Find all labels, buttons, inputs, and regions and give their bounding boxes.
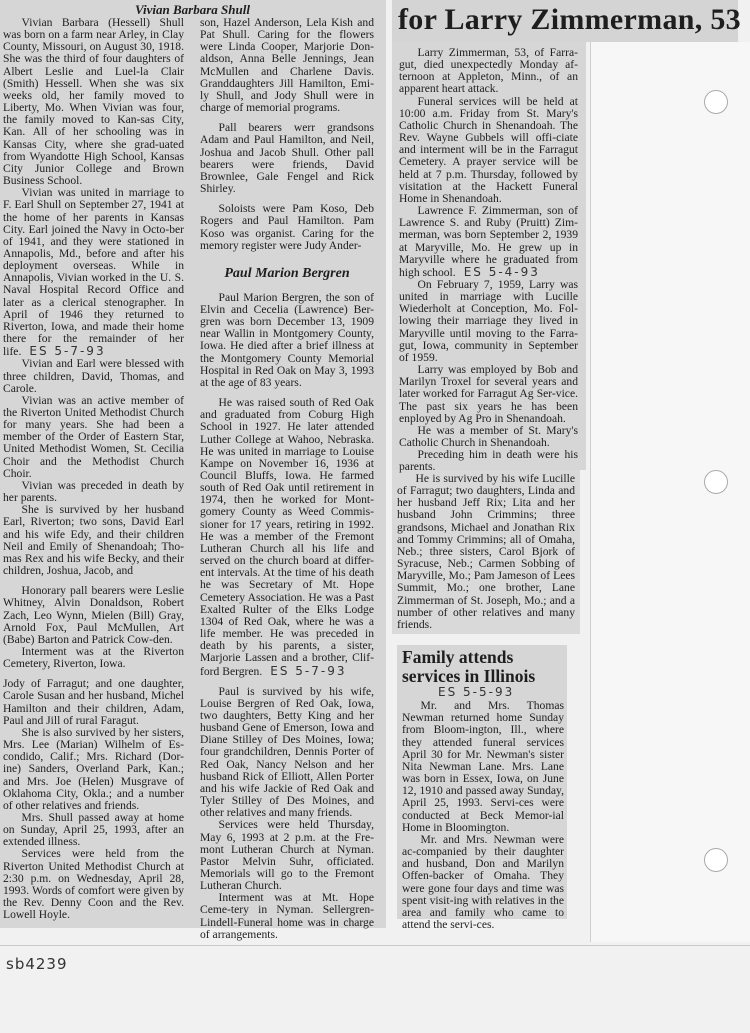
zimmerman-column-2 bbox=[397, 473, 575, 631]
paragraph-text: He was a member of St. Mary's Catholic Church in Shenandoah. bbox=[399, 423, 578, 449]
handwritten-date-note: ES 5-7-93 bbox=[29, 344, 106, 359]
shull-column-2 bbox=[200, 17, 374, 941]
paragraph-text: He is survived by his wife Lucille of Farragut; two daughters, Linda and her husband Jeff Rix; Lita and her husband John Crimmins; three grandsons, Michael and Jonathan Rix and Tommy Crimmins; all of Omaha, Neb.; three sisters, Carol Bjork of Syracuse, Neb.; Carmen Sobbing of Maryville, Mo.; Pam Jameson of Lees Summit, Mo.; one brother, Lane Zimmerman of St. Joseph, Mo.; and a number of other relatives and many friends. bbox=[397, 472, 575, 631]
paragraph bbox=[200, 122, 374, 195]
paragraph bbox=[3, 646, 184, 670]
zimmerman-column-1 bbox=[399, 47, 578, 473]
paragraph bbox=[399, 425, 578, 449]
paragraph bbox=[397, 473, 575, 631]
archive-tag: sb4239 bbox=[6, 955, 68, 973]
paragraph bbox=[200, 686, 374, 820]
paragraph bbox=[402, 700, 564, 834]
paragraph-text: Mrs. Shull passed away at home on Sunday, April 25, 1993, after an extended illness. bbox=[3, 811, 184, 849]
paragraph-text: Larry was employed by Bob and Marilyn Troxel for several years and later worked for Farragut Ag Ser-vice. The past six years he has been enployed by Ag Pro in Shenandoah. bbox=[399, 363, 578, 425]
paragraph-text: Interment was at Mt. Hope Ceme-tery in Nyman. Sellergren-Lindell-Funeral home was in charge of arrangements. bbox=[200, 891, 374, 941]
article-body bbox=[3, 17, 184, 921]
paragraph bbox=[3, 848, 184, 921]
paragraph-text: Honorary pall bearers were Leslie Whitney, Alvin Donaldson, Robert Zach, Leo Wynn, Mielen (Bill) Gray, Arnold Fox, Paul McMullen, Art (Babe) Barton and Patrick Cow-den. bbox=[3, 584, 184, 646]
paragraph-text: He was raised south of Red Oak and graduated from Coburg High School in 1927. He later attended Luther College at Wahoo, Nebraska. He was united in marriage to Louise Kampe on November 16, 1936 at Council Bluffs, Iowa. He farmed south of Red Oak until retirement in 1974, then he worked for Mont-gomery County as Weed Commis-sioner for 17 years, retiring in 1992. He was a member of the Fremont Lutheran Church all his life and served on the church board at differ-ent intervals. At the time of his death he was Secretary of Mt. Hope Cemetery Association. He was a Past Exalted Rulter of the Elks Lodge 1304 of Red Oak, where he was a life member. He was preceded in death by his parents, a sister, Marjorie Lassen and a brother, Clif-ford Bergren. bbox=[200, 396, 374, 678]
newman-column bbox=[402, 646, 564, 931]
paragraph-text: son, Hazel Anderson, Lela Kish and Pat Shull. Caring for the flowers were Linda Cooper, Marjorie Don-aldson, Anna Belle Jennings, Jean McMullen and Charlene Davis. Granddaughters Jill Hamilton, Emi-ly Shull, and Jody Shull were in charge of memorial programs. bbox=[200, 16, 374, 115]
paragraph bbox=[200, 292, 374, 389]
paragraph bbox=[3, 395, 184, 480]
article-body bbox=[399, 47, 578, 473]
paragraph-text: Jody of Farragut; and one daughter, Carole Susan and her husband, Michel Hamilton and their children, Adam, Paul and Jill of rural Faragut. bbox=[3, 677, 184, 727]
hole-punch bbox=[704, 470, 728, 494]
paragraph bbox=[399, 364, 578, 425]
paragraph bbox=[3, 187, 184, 358]
paragraph bbox=[3, 504, 184, 577]
paragraph-text: Funeral services will be held at 10:00 a.m. Friday from St. Mary's Catholic Church in Shenandoah. The Rev. Wayne Gubbels will offi-ciate and interment will be in the Farragut Cemetery. A prayer service will be held at 7 p.m. Thursday, followed by visitation at the Hackett Funeral Home in Shenandoah. bbox=[399, 94, 578, 205]
paragraph bbox=[3, 17, 184, 187]
paragraph-text: Lawrence F. Zimmerman, son of Lawrence S. and Ruby (Pruitt) Zim-merman, was born September 2, 1939 at Maryville, Mo. He grew up in Maryville where he graduated from high school. bbox=[399, 204, 578, 279]
paragraph-text: She is survived by her husband Earl, Riverton; two sons, David Earl and his wife Edy, and their children Neil and Emily of Shenandoah; Tho-mas Rex and his wife Becky, and their children, Joshua, Jacob, and bbox=[3, 503, 184, 578]
paragraph bbox=[3, 358, 184, 394]
paragraph bbox=[399, 279, 578, 364]
paragraph-text: Interment was at the Riverton Cemetery, Riverton, Iowa. bbox=[3, 644, 184, 671]
paragraph-text: Mr. and Mrs. Newman were ac-companied by their daughter and husband, Don and Marilyn Offen-backer of Omaha. They were gone four days and time was spent visit-ing with relatives in the area and family who came to attend the servi-ces. bbox=[402, 832, 564, 931]
blank-page-area bbox=[590, 42, 750, 942]
paragraph bbox=[3, 585, 184, 646]
page-edge bbox=[0, 945, 750, 946]
article-body bbox=[402, 700, 564, 931]
handwritten-date-note: ES 5-5-93 bbox=[438, 685, 515, 699]
paragraph-text: She is also survived by her sisters, Mrs. Lee (Marian) Wilhelm of Es-condido, Calif.; Mrs. Richard (Dor-ine) Sanders, Overland Park, Kan.; and Mrs. Joe (Helen) Musgrave of Oklahoma City, Okla.; and a number of other relatives and friends. bbox=[3, 725, 184, 812]
paragraph bbox=[399, 96, 578, 205]
zimmerman-headline: for Larry Zimmerman, 53 bbox=[398, 3, 741, 36]
paragraph-text: Preceding him in death were his parents. bbox=[399, 448, 578, 474]
paragraph bbox=[399, 449, 578, 473]
paragraph bbox=[200, 397, 374, 678]
article-body bbox=[200, 292, 374, 941]
paragraph bbox=[200, 892, 374, 941]
paragraph bbox=[402, 834, 564, 931]
paragraph bbox=[399, 47, 578, 96]
paragraph-text: Vivian was united in marriage to F. Earl Shull on September 27, 1941 at the home of her parents in Kansas City. Earl joined the Navy in Octo-ber of 1941, and they were stationed in Annapolis, Md., before and after his deployment overseas. While in Annapolis, Vivian worked in the U. S. Naval Hospital Record Office and later as a clerical stenographer. In April of 1946 they returned to Riverton, Iowa, and made their home there for the remainder of her life. bbox=[3, 186, 184, 359]
handwritten-date-note: ES 5-4-93 bbox=[463, 264, 540, 279]
paragraph bbox=[3, 727, 184, 812]
hole-punch bbox=[704, 848, 728, 872]
paragraph-text: Paul Marion Bergren, the son of Elvin and Cecelia (Lawrence) Ber-gren was born December 13, 1909 near Wallin in Montgomery County, Iowa. He died after a brief illness at the Montgomery County Memorial Hospital in Red Oak on May 3, 1993 at the age of 83 years. bbox=[200, 290, 374, 389]
paragraph-text: Vivian was an active member of the Riverton United Methodist Church for many years. She had been a member of the Order of Eastern Star, United Methodist Women, St. Cecilia Choir and the Methodist Church Choir. bbox=[3, 393, 184, 480]
paragraph bbox=[200, 17, 374, 114]
paragraph bbox=[3, 812, 184, 848]
article-body bbox=[200, 17, 374, 252]
paragraph bbox=[399, 205, 578, 279]
paragraph-text: Vivian Barbara (Hessell) Shull was born on a farm near Arley, in Clay County, Missouri, on August 30, 1918. She was the third of four daughters of Albert Leslie and Luel-la Clair (Smith) Hessell. When she was six weeks old, her family moved to Liberty, Mo. When Vivian was four, the family moved to Kan-sas City, Kan. All of her schooling was in Kansas City, where she grad-uated from Wyandotte High School, Kansas City Junior College and Brown Business School. bbox=[3, 16, 184, 188]
paragraph-text: Larry Zimmerman, 53, of Farra-gut, died unexpectedly Monday af-ternoon at Appleton, Minn., of an apparent heart attack. bbox=[399, 46, 578, 96]
hole-punch bbox=[704, 90, 728, 114]
paragraph-text: Mr. and Mrs. Thomas Newman returned home Sunday from Bloom-ington, Ill., where they attended funeral services April 30 for Mr. Newman's sister Nita Newman Lane. Mrs. Lane was born in Essex, Iowa, on June 12, 1910 and passed away Sunday, April 25, 1993. Servi-ces were conducted at Beck Memor-ial Home in Bloomington. bbox=[402, 699, 564, 834]
paragraph bbox=[3, 480, 184, 504]
paragraph-text: Services were held from the Riverton United Methodist Church at 2:30 p.m. on Wednesday, April 28, 1993. Words of comfort were given by the Rev. Denny Coon and the Rev. Lowell Hoyle. bbox=[3, 847, 184, 922]
paragraph-text: Soloists were Pam Koso, Deb Rogers and Paul Hamilton. Pam Koso was organist. Caring for the memory register were Judy Ander- bbox=[200, 202, 374, 252]
zimmerman-headline-box bbox=[392, 0, 741, 42]
bergren-title: Paul Marion Bergren bbox=[224, 265, 350, 281]
paragraph bbox=[200, 203, 374, 252]
newman-headline: Family attends services in Illinois bbox=[402, 647, 536, 686]
paragraph-text: Services were held Thursday, May 6, 1993 at 2 p.m. at the Fre-mont Lutheran Church at Nyman. Pastor Melvin Suhr, officiated. Memorials will go to the Fremont Lutheran Church. bbox=[200, 818, 374, 893]
paragraph-text: Vivian was preceded in death by her parents. bbox=[3, 478, 184, 505]
paragraph-text: On February 7, 1959, Larry was united in marriage with Lucille Wiederholt at Conception, Mo. Fol-lowing their marriage they lived in Maryville until moving to the Farra-gut, Iowa, community in September of 1959. bbox=[399, 277, 578, 364]
paragraph-text: Vivian and Earl were blessed with three children, David, Thomas, and Carole. bbox=[3, 357, 184, 395]
paragraph-text: Pall bearers werr grandsons Adam and Paul Hamilton, and Neil, Joshua and Jacob Shull. Other pall bearers were friends, David Brownlee, Gale Fengel and Rick Shirley. bbox=[200, 121, 374, 196]
shull-title: Vivian Barbara Shull bbox=[135, 2, 250, 17]
shull-column-1 bbox=[3, 17, 184, 921]
paragraph bbox=[3, 678, 184, 727]
article-body bbox=[397, 473, 575, 631]
handwritten-date-note: ES 5-7-93 bbox=[270, 663, 347, 678]
paragraph-text: Paul is survived by his wife, Louise Bergren of Red Oak, Iowa, two daughters, Betty King and her husband Gene of Emerson, Iowa and Diane Stilley of Des Moines, Iowa; four grandchildren, Dennis Porter of Red Oak, Nancy Nelson and her husband Rick of Elliott, Allen Porter and his wife Jackie of Red Oak and Tyler Stilley of Des Moines, and other relatives and many friends. bbox=[200, 684, 374, 820]
paragraph bbox=[200, 819, 374, 892]
